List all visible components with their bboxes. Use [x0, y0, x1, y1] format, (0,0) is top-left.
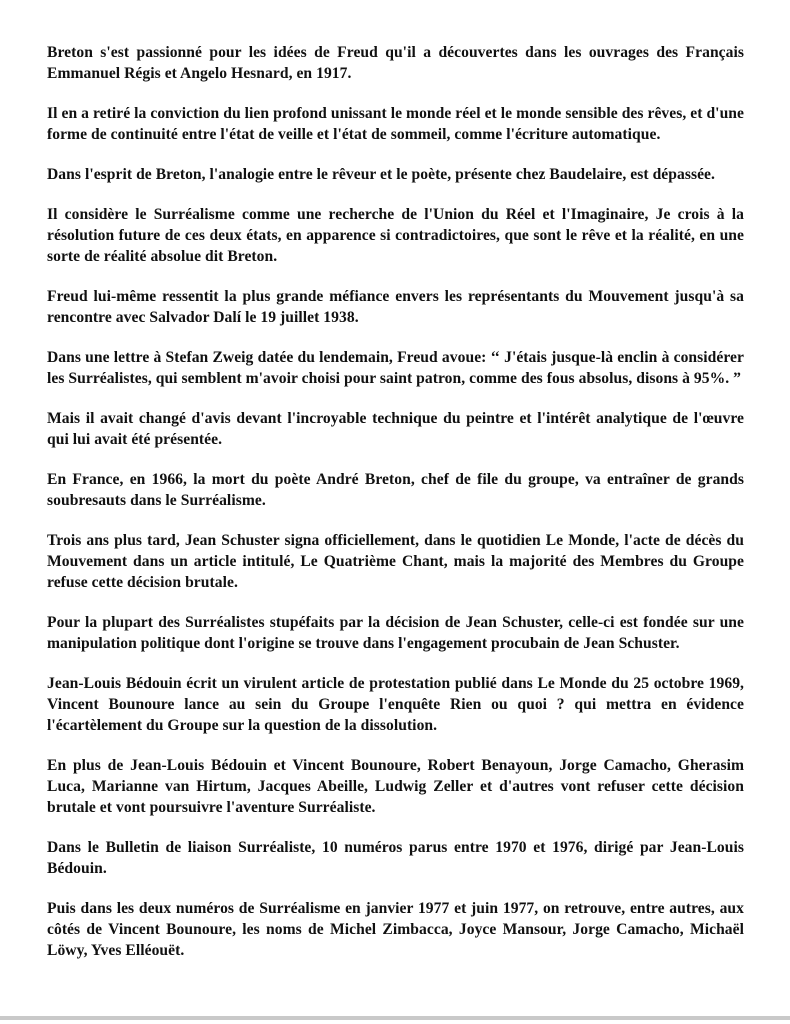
- page-bottom-edge: [0, 1016, 790, 1020]
- document-page: [47, 42, 744, 980]
- paragraph-schuster-article: Trois ans plus tard, Jean Schuster signa officiellement, dans le quotidien Le Monde, l'acte de décès du Mouvement dans un article intitulé, Le Quatrième Chant, mais la majorité des Membres du Groupe refuse cette décision brutale.: [47, 532, 744, 591]
- paragraph-conviction: Il en a retiré la conviction du lien profond unissant le monde réel et le monde sensible des rêves, et d'une forme de continuité entre l'état de veille et l'état de sommeil, comme l'écriture automatique.: [47, 105, 744, 143]
- paragraph-surrealisme-issues: Puis dans les deux numéros de Surréalisme en janvier 1977 et juin 1977, on retrouve, entre autres, aux côtés de Vincent Bounoure, les noms de Michel Zimbacca, Joyce Mansour, Jorge Camacho, Michaël Löwy, Yves Elléouët.: [47, 900, 744, 959]
- paragraph-freud-dali: Freud lui-même ressentit la plus grande méfiance envers les représentants du Mouvement jusqu'à sa rencontre avec Salvador Dalí le 19 juillet 1938.: [47, 288, 744, 326]
- paragraph-freud-discovery: Breton s'est passionné pour les idées de Freud qu'il a découvertes dans les ouvrages des Français Emmanuel Régis et Angelo Hesnard, en 1917.: [47, 44, 744, 82]
- paragraph-political-manipulation: Pour la plupart des Surréalistes stupéfaits par la décision de Jean Schuster, celle-ci est fondée sur une manipulation politique dont l'origine se trouve dans l'engagement procubain de Jean Schuster.: [47, 614, 744, 652]
- paragraph-zweig-letter: Dans une lettre à Stefan Zweig datée du lendemain, Freud avoue: ‘‘ J'étais jusque-là enclin à considérer les Surréalistes, qui semblent m'avoir choisi pour saint patron, comme des fous absolus, disons à 95%. ”: [47, 349, 744, 387]
- paragraph-bedouin-protest: Jean-Louis Bédouin écrit un virulent article de protestation publié dans Le Monde du 25 octobre 1969, Vincent Bounoure lance au sein du Groupe l'enquête Rien ou quoi ? qui mettra en évidence l'écartèlement du Groupe sur la question de la dissolution.: [47, 675, 744, 734]
- paragraph-refusal: En plus de Jean-Louis Bédouin et Vincent Bounoure, Robert Benayoun, Jorge Camacho, Gherasim Luca, Marianne van Hirtum, Jacques Abeille, Ludwig Zeller et d'autres vont refuser cette décision brutale et vont poursuivre l'aventure Surréaliste.: [47, 757, 744, 816]
- paragraph-changed-mind: Mais il avait changé d'avis devant l'incroyable technique du peintre et l'intérêt analytique de l'œuvre qui lui avait été présentée.: [47, 410, 744, 448]
- paragraph-bulletin: Dans le Bulletin de liaison Surréaliste, 10 numéros parus entre 1970 et 1976, dirigé par Jean-Louis Bédouin.: [47, 839, 744, 877]
- paragraph-breton-death: En France, en 1966, la mort du poète André Breton, chef de file du groupe, va entraîner de grands soubresauts dans le Surréalisme.: [47, 471, 744, 509]
- paragraph-union-reel: Il considère le Surréalisme comme une recherche de l'Union du Réel et l'Imaginaire, Je crois à la résolution future de ces deux états, en apparence si contradictoires, que sont le rêve et la réalité, en une sorte de réalité absolue dit Breton.: [47, 206, 744, 265]
- paragraph-baudelaire: Dans l'esprit de Breton, l'analogie entre le rêveur et le poète, présente chez Baudelaire, est dépassée.: [47, 166, 715, 183]
